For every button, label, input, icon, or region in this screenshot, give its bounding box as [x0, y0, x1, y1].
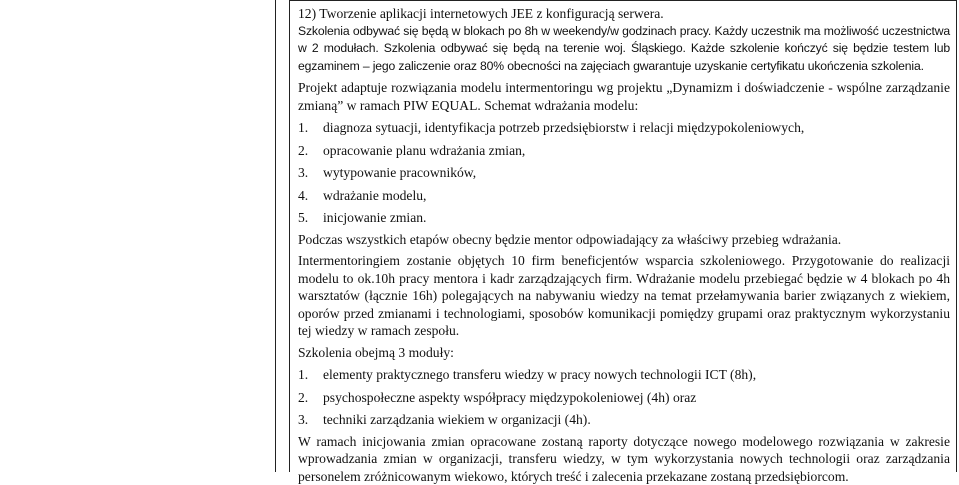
list-text: inicjowanie zmian. — [323, 209, 426, 227]
modules-list — [298, 366, 950, 429]
list-item — [298, 119, 950, 137]
list-text: diagnoza sytuacji, identyfikacja potrzeb przedsiębiorstw i relacji międzypokoleniowych, — [323, 119, 804, 137]
section-heading: 12) Tworzenie aplikacji internetowych JEE z konfiguracją serwera. — [298, 5, 950, 23]
table-border-inner — [289, 0, 290, 472]
paragraph-firms: Intermentoringiem zostanie objętych 10 firm beneficjentów wsparcia szkoleniowego. Przygotowanie do realizacji modelu to ok.10h pracy mentora i kadr zarządzających firm. Wdrażanie modelu przebiegać będzie w 4 blokach po 4h warsztatów (łącznie 16h) polegających na nabywaniu wiedzy na temat przełamywania barier związanych z wiekiem, oporów przed zmianami i technologiami, sposobów komunikacji pomiędzy grupami oraz praktycznym wykorzystaniu tej wiedzy w ramach zespołu. — [298, 252, 950, 340]
list-item — [298, 164, 950, 182]
list-number: 1. — [298, 366, 323, 384]
list-item — [298, 389, 950, 407]
list-text: opracowanie planu wdrażania zmian, — [323, 142, 525, 160]
list-text: techniki zarządzania wiekiem w organizacji (4h). — [323, 411, 591, 429]
list-number: 2. — [298, 389, 323, 407]
table-border-left — [275, 0, 276, 472]
modules-intro: Szkolenia obejmą 3 moduły: — [298, 344, 950, 362]
paragraph-reports: W ramach inicjowania zmian opracowane zostaną raporty dotyczące nowego modelowego rozwiązania w zakresie wprowadzania zmian w organizacji, transferu wiedzy, w tym wykorzystania nowych technologii oraz zarządzania personelem zróżnicowanym wiekowo, których treść i zalecenia przekazane zostaną przedsiębiorcom. — [298, 433, 950, 485]
list-number: 3. — [298, 164, 323, 182]
steps-list — [298, 119, 950, 227]
list-item — [298, 366, 950, 384]
list-text: psychospołeczne aspekty współpracy międzypokoleniowej (4h) oraz — [323, 389, 696, 407]
table-border-top — [289, 0, 957, 1]
paragraph-mentor: Podczas wszystkich etapów obecny będzie mentor odpowiadający za właściwy przebieg wdrażania. — [298, 231, 950, 249]
paragraph-intro: Szkolenia odbywać się będą w blokach po 8h w weekendy/w godzinach pracy. Każdy uczestnik ma możliwość uczestnictwa w 2 modułach. Szkolenia odbywać się będą na terenie woj. Śląskiego. Każde szkolenie kończyć się będzie testem lub egzaminem – jego zaliczenie oraz 80% obecności na zajęciach gwarantuje uzyskanie certyfikatu ukończenia szkolenia. — [298, 23, 950, 76]
list-number: 2. — [298, 142, 323, 160]
list-text: wytypowanie pracowników, — [323, 164, 476, 182]
list-item — [298, 411, 950, 429]
paragraph-project: Projekt adaptuje rozwiązania modelu intermentoringu wg projektu „Dynamizm i doświadczenie - wspólne zarządzanie zmianą” w ramach PIW EQUAL. Schemat wdrażania modelu: — [298, 79, 950, 114]
list-item — [298, 187, 950, 205]
list-item — [298, 142, 950, 160]
list-number: 3. — [298, 411, 323, 429]
list-item — [298, 209, 950, 227]
list-number: 5. — [298, 209, 323, 227]
list-number: 1. — [298, 119, 323, 137]
table-cell-content — [298, 5, 950, 485]
list-text: wdrażanie modelu, — [323, 187, 426, 205]
table-border-right — [956, 0, 957, 472]
list-number: 4. — [298, 187, 323, 205]
list-text: elementy praktycznego transferu wiedzy w pracy nowych technologii ICT (8h), — [323, 366, 756, 384]
